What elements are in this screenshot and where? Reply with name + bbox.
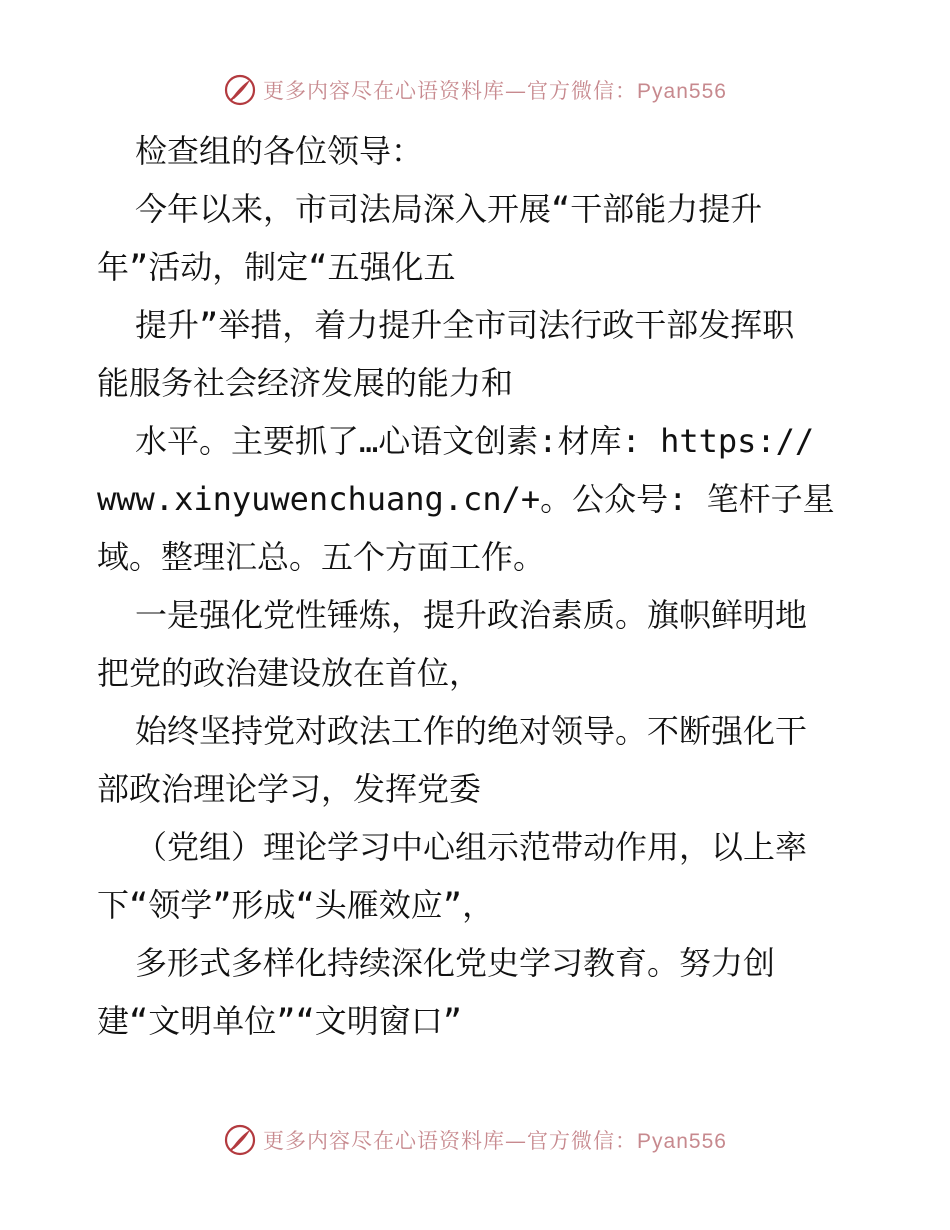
header-watermark-banner [0, 70, 950, 110]
body-text-line: 能服务社会经济发展的能力和 [97, 364, 514, 402]
body-text-line: 部政治理论学习，发挥党委 [97, 770, 482, 808]
body-text-line: 下“领学”形成“头雁效应”， [97, 886, 495, 924]
banner-wechat-id: Pyan556 [637, 1130, 727, 1153]
body-text-line: 年”活动，制定“五强化五 [97, 248, 456, 286]
body-text-line: 检查组的各位领导： [135, 132, 424, 170]
body-text-line: （党组）理论学习中心组示范带动作用，以上率 [135, 828, 808, 866]
body-text-line: 水平。主要抓了…心语文创素:材库: https:// [135, 422, 815, 460]
banner-wechat-id: Pyan556 [637, 80, 727, 103]
body-text-line: 一是强化党性锤炼，提升政治素质。旗帜鲜明地 [135, 596, 808, 634]
body-text-line: 域。整理汇总。五个方面工作。 [97, 538, 546, 576]
body-text-line: 多形式多样化持续深化党史学习教育。努力创 [135, 944, 776, 982]
body-text-line: 提升”举措，着力提升全市司法行政干部发挥职 [135, 306, 795, 344]
document-body [97, 122, 867, 1050]
footer-watermark-banner [0, 1120, 950, 1160]
body-text-line: www.xinyuwenchuang.cn/+。公众号: 笔杆子星 [97, 480, 835, 518]
banner-text: 更多内容尽在心语资料库—官方微信：Pyan556 [263, 79, 727, 103]
body-text-line: 今年以来，市司法局深入开展“干部能力提升 [135, 190, 763, 228]
body-text-line: 始终坚持党对政法工作的绝对领导。不断强化干 [135, 712, 808, 750]
body-text-line: 建“文明单位”“文明窗口” [97, 1002, 463, 1040]
body-text-line: 把党的政治建设放在首位， [97, 654, 482, 692]
banner-text: 更多内容尽在心语资料库—官方微信：Pyan556 [263, 1129, 727, 1153]
quill-pen-logo-icon [223, 73, 257, 107]
quill-pen-logo-icon [223, 1123, 257, 1157]
